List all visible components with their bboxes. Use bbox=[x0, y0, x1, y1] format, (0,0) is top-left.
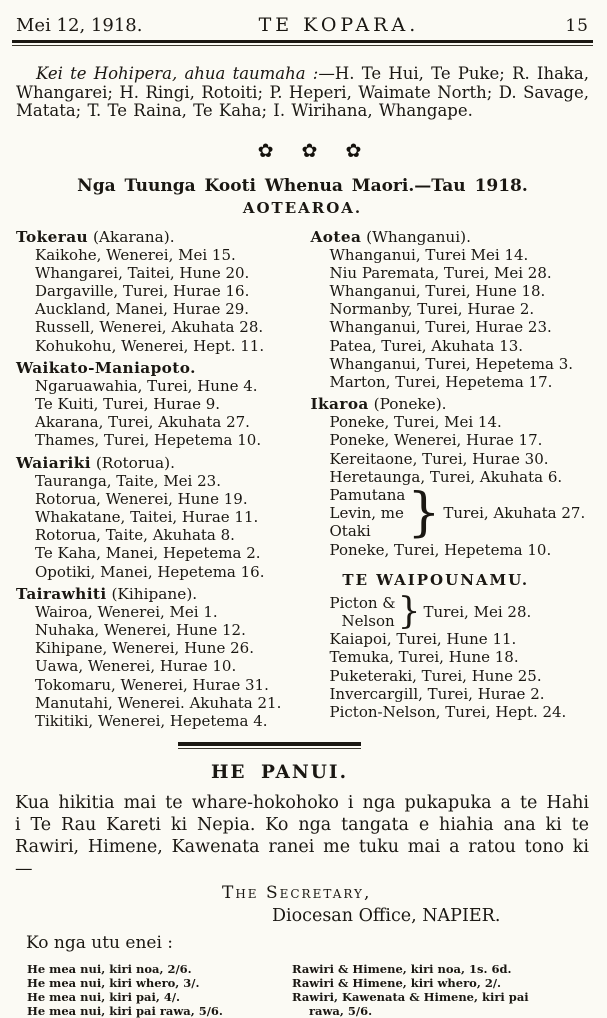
grouped-date: Turei, Mei 28. bbox=[423, 602, 532, 621]
court-sitting: Heretaunga, Turei, Akuhata 6. bbox=[329, 467, 563, 486]
grouped-place: Picton & bbox=[329, 593, 396, 612]
price-item: Rawiri, Kawenata & Himene, kiri pai rawa, 5/6. bbox=[292, 990, 529, 1018]
court-sitting: Marton, Turei, Hepetema 17. bbox=[329, 372, 553, 391]
section-te-waipounamu bbox=[311, 590, 596, 721]
section-heading bbox=[16, 454, 303, 472]
grouped-place: Nelson bbox=[341, 611, 395, 630]
grouped-place: Otaki bbox=[329, 522, 371, 541]
he-panui-body: Kua hikitia mai te whare-hokohoko i nga pukapuka a te Hahi i Te Rau Kareti ki Nepia. Ko nga tangata e hiahia ana ki te Rawiri, Himene, Kawenata ranei me tuku mai a ratou tono ki— bbox=[15, 793, 589, 880]
grouped-sittings bbox=[311, 482, 596, 543]
court-sitting: Tikitiki, Wenerei, Hepetema 4. bbox=[35, 711, 268, 730]
court-sitting: Temuka, Turei, Hune 18. bbox=[329, 648, 519, 667]
court-sitting: Patea, Turei, Akuhata 13. bbox=[329, 336, 524, 355]
court-sitting: Opotiki, Manei, Hepetema 16. bbox=[35, 562, 265, 581]
court-sitting: Poneke, Turei, Hepetema 10. bbox=[329, 540, 552, 559]
price-item: He mea nui, kiri whero, 3/. bbox=[27, 976, 200, 991]
court-columns bbox=[10, 224, 595, 731]
court-sitting: Normanby, Turei, Hurae 2. bbox=[329, 300, 535, 319]
florette-icon: ✿ bbox=[301, 139, 318, 162]
district-name: Aotea bbox=[310, 227, 362, 246]
page-number: 15 bbox=[565, 16, 589, 36]
prices-label: Ko nga utu enei : bbox=[26, 933, 174, 954]
court-sitting: Whanganui, Turei, Hurae 23. bbox=[329, 318, 552, 337]
district-name: Waikato-Maniapoto. bbox=[16, 358, 196, 377]
region-heading-aotearoa: AOTEAROA. bbox=[242, 198, 363, 217]
court-sitting: Nuhaka, Wenerei, Hune 12. bbox=[35, 620, 246, 639]
district-name: Tairawhiti bbox=[16, 584, 107, 603]
hospital-notice-body: H. Te Hui, Te Puke; R. Ihaka, Whangarei; H. Ringi, Rotoiti; P. Heperi, Waimate North; D. Savage, Matata; T. Te Raina, Te Kaha; I. Wirihana, Whangape. bbox=[16, 64, 589, 120]
price-list bbox=[10, 962, 595, 1018]
court-sitting: Tokomaru, Wenerei, Hurae 31. bbox=[35, 675, 269, 694]
grouped-place-names bbox=[330, 594, 396, 630]
section-waiariki bbox=[16, 454, 303, 581]
section-divider-rule bbox=[178, 742, 361, 749]
secretary-line: The Secretary, bbox=[222, 883, 372, 904]
section-heading bbox=[16, 228, 303, 246]
court-sitting: Whanganui, Turei, Hune 18. bbox=[329, 281, 546, 300]
florette-icon: ✿ bbox=[345, 139, 362, 162]
court-sitting: Kaikohe, Wenerei, Mei 15. bbox=[35, 245, 236, 264]
brace-icon: } bbox=[397, 590, 421, 632]
office-line: Diocesan Office, NAPIER. bbox=[272, 906, 501, 927]
courts-title: Nga Tuunga Kooti Whenua Maori.—Tau 1918. bbox=[77, 175, 528, 196]
masthead-rule bbox=[12, 40, 593, 46]
court-sitting: Invercargill, Turei, Hurae 2. bbox=[329, 684, 545, 703]
section-heading bbox=[16, 359, 303, 377]
court-sitting: Whanganui, Turei, Hepetema 3. bbox=[329, 354, 574, 373]
court-sitting: Uawa, Wenerei, Hurae 10. bbox=[35, 657, 237, 676]
hospital-notice-lead: Kei te Hohipera, ahua taumaha :— bbox=[36, 64, 335, 83]
issue-date: Mei 12, 1918. bbox=[16, 15, 143, 36]
district-sub: (Kihipane). bbox=[111, 584, 198, 603]
court-sitting: Picton-Nelson, Turei, Hept. 24. bbox=[329, 702, 567, 721]
price-item: He mea nui, kiri pai, 4/. bbox=[27, 990, 181, 1005]
court-sitting: Te Kaha, Manei, Hepetema 2. bbox=[35, 544, 261, 563]
court-sitting: Wairoa, Wenerei, Mei 1. bbox=[35, 602, 218, 621]
grouped-sittings bbox=[311, 590, 596, 632]
section-heading bbox=[311, 395, 596, 413]
court-sitting: Poneke, Turei, Mei 14. bbox=[329, 413, 502, 432]
district-name: Ikaroa bbox=[310, 395, 369, 414]
court-sitting: Thames, Turei, Hepetema 10. bbox=[35, 431, 262, 450]
court-sitting: Whanganui, Turei Mei 14. bbox=[329, 245, 529, 264]
court-sitting: Niu Paremata, Turei, Mei 28. bbox=[329, 263, 552, 282]
court-sitting: Russell, Wenerei, Akuhata 28. bbox=[35, 318, 264, 337]
price-item: He mea nui, kiri pai rawa, 5/6. bbox=[27, 1004, 223, 1018]
court-sitting: Poneke, Wenerei, Hurae 17. bbox=[329, 431, 543, 450]
masthead bbox=[10, 8, 595, 39]
masthead-title: TE KOPARA. bbox=[258, 14, 420, 36]
price-item: He mea nui, kiri noa, 2/6. bbox=[27, 962, 192, 977]
section-heading bbox=[16, 585, 303, 603]
section-heading bbox=[311, 228, 596, 246]
court-sitting: Whangarei, Taitei, Hune 20. bbox=[35, 263, 250, 282]
brace-icon: } bbox=[407, 482, 441, 543]
court-sitting: Kaiapoi, Turei, Hune 11. bbox=[329, 630, 517, 649]
florette-icon: ✿ bbox=[257, 139, 274, 162]
ornament-row bbox=[24, 141, 595, 161]
court-sitting: Kihipane, Wenerei, Hune 26. bbox=[35, 639, 254, 658]
court-sitting: Whakatane, Taitei, Hurae 11. bbox=[35, 507, 259, 526]
court-sitting: Manutahi, Wenerei. Akuhata 21. bbox=[35, 693, 282, 712]
region-heading-te-waipounamu: TE WAIPOUNAMU. bbox=[342, 570, 530, 589]
court-sitting: Tauranga, Taite, Mei 23. bbox=[35, 471, 221, 490]
court-sitting: Kereitaone, Turei, Hurae 30. bbox=[329, 449, 549, 468]
section-aotea bbox=[311, 228, 596, 392]
price-item: Rawiri & Himene, kiri whero, 2/. bbox=[292, 976, 502, 991]
grouped-place: Levin, me bbox=[329, 504, 404, 523]
he-panui-heading: HE PANUI. bbox=[210, 762, 349, 784]
court-sitting: Te Kuiti, Turei, Hurae 9. bbox=[35, 394, 221, 413]
grouped-place: Pamutana bbox=[329, 485, 406, 504]
district-name: Waiariki bbox=[16, 453, 91, 472]
section-tokerau bbox=[16, 228, 303, 355]
court-sitting: Dargaville, Turei, Hurae 16. bbox=[35, 281, 250, 300]
price-column-right bbox=[292, 962, 564, 1018]
grouped-place-names bbox=[330, 486, 406, 541]
district-sub: (Whanganui). bbox=[366, 227, 472, 246]
court-sitting: Kohukohu, Wenerei, Hept. 11. bbox=[35, 336, 265, 355]
price-item: Rawiri & Himene, kiri noa, 1s. 6d. bbox=[292, 962, 512, 977]
district-sub: (Poneke). bbox=[373, 395, 447, 414]
court-sitting: Rotorua, Taite, Akuhata 8. bbox=[35, 526, 235, 545]
court-sitting: Auckland, Manei, Hurae 29. bbox=[35, 300, 250, 319]
hospital-notice bbox=[16, 65, 589, 121]
section-tairawhiti bbox=[16, 585, 303, 730]
left-column bbox=[10, 224, 303, 731]
court-sitting: Rotorua, Wenerei, Hune 19. bbox=[35, 489, 248, 508]
court-sitting: Ngaruawahia, Turei, Hune 4. bbox=[35, 376, 258, 395]
section-ikaroa bbox=[311, 395, 596, 559]
court-sitting: Puketeraki, Turei, Hune 25. bbox=[329, 666, 542, 685]
right-column bbox=[303, 224, 596, 731]
section-waikato-maniapoto bbox=[16, 359, 303, 450]
district-sub: (Akarana). bbox=[92, 227, 175, 246]
court-sitting: Akarana, Turei, Akuhata 27. bbox=[35, 413, 250, 432]
district-sub: (Rotorua). bbox=[95, 453, 176, 472]
grouped-date: Turei, Akuhata 27. bbox=[443, 504, 586, 523]
price-column-left bbox=[10, 962, 292, 1018]
district-name: Tokerau bbox=[16, 227, 89, 246]
